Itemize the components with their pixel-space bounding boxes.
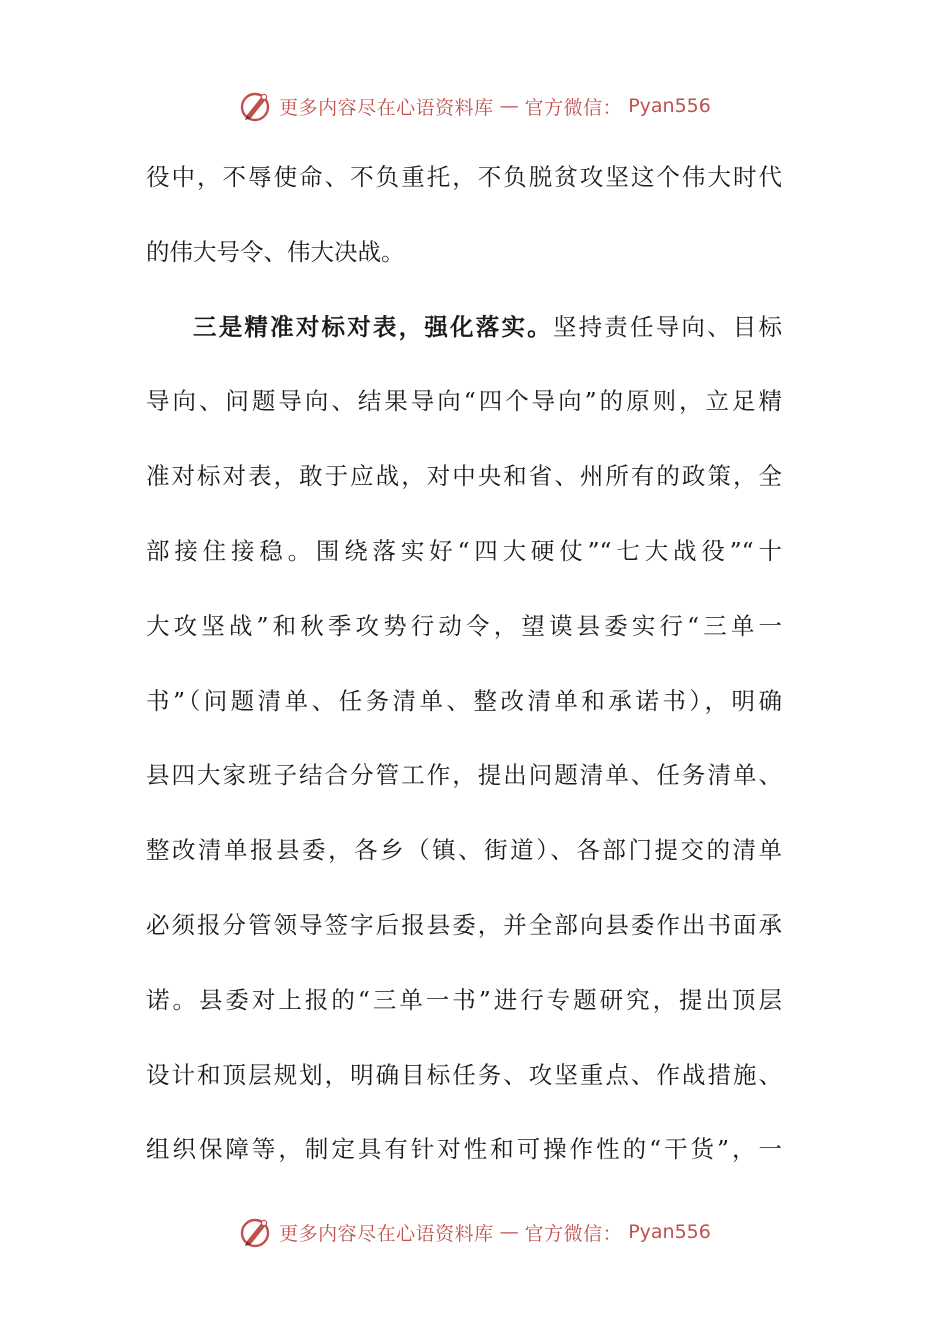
body-line: 的伟大号令、伟大决战。 [146,237,405,266]
pen-logo-icon [239,89,273,123]
body-line: 书”（问题清单、任务清单、整改清单和承诺书），明确 [146,686,782,715]
body-line: 导向、问题导向、结果导向“四个导向”的原则，立足精 [146,387,782,416]
watermark-wechat-label: 官方微信： [524,1222,623,1245]
paragraph-first-line [146,290,782,365]
body-line: 必须报分管领导签字后报县委，并全部向县委作出书面承 [146,910,782,939]
document-body [146,140,782,1187]
header-watermark [0,86,950,126]
watermark-wechat-id: Pyan556 [628,95,711,117]
watermark-separator: — [499,95,519,117]
body-line: 组织保障等，制定具有针对性和可操作性的“干货”，一 [146,1135,782,1164]
body-line-rest: 坚持责任导向、目标 [552,312,782,341]
body-line: 设计和顶层规划，明确目标任务、攻坚重点、作战措施、 [146,1060,782,1089]
body-line: 部接住接稳。围绕落实好“四大硬仗”“七大战役”“十 [146,536,782,565]
paragraph-heading: 三是精准对标对表，强化落实。 [193,312,553,341]
watermark-separator: — [499,1221,519,1243]
watermark-text: 更多内容尽在心语资料库 [279,1222,494,1245]
body-line: 整改清单报县委，各乡（镇、街道）、各部门提交的清单 [146,836,782,865]
body-line: 大攻坚战”和秋季攻势行动令，望谟县委实行“三单一 [146,611,782,640]
pen-logo-icon [239,1215,273,1249]
footer-watermark [0,1212,950,1252]
watermark-wechat-id: Pyan556 [628,1221,711,1243]
body-line: 役中，不辱使命、不负重托，不负脱贫攻坚这个伟大时代 [146,163,782,191]
watermark-wechat-label: 官方微信： [524,96,623,119]
body-line: 县四大家班子结合分管工作，提出问题清单、任务清单、 [146,761,782,790]
body-line: 诺。县委对上报的“三单一书”进行专题研究，提出顶层 [146,985,782,1014]
body-line: 准对标对表，敢于应战，对中央和省、州所有的政策，全 [146,462,782,491]
watermark-text: 更多内容尽在心语资料库 [279,96,494,119]
